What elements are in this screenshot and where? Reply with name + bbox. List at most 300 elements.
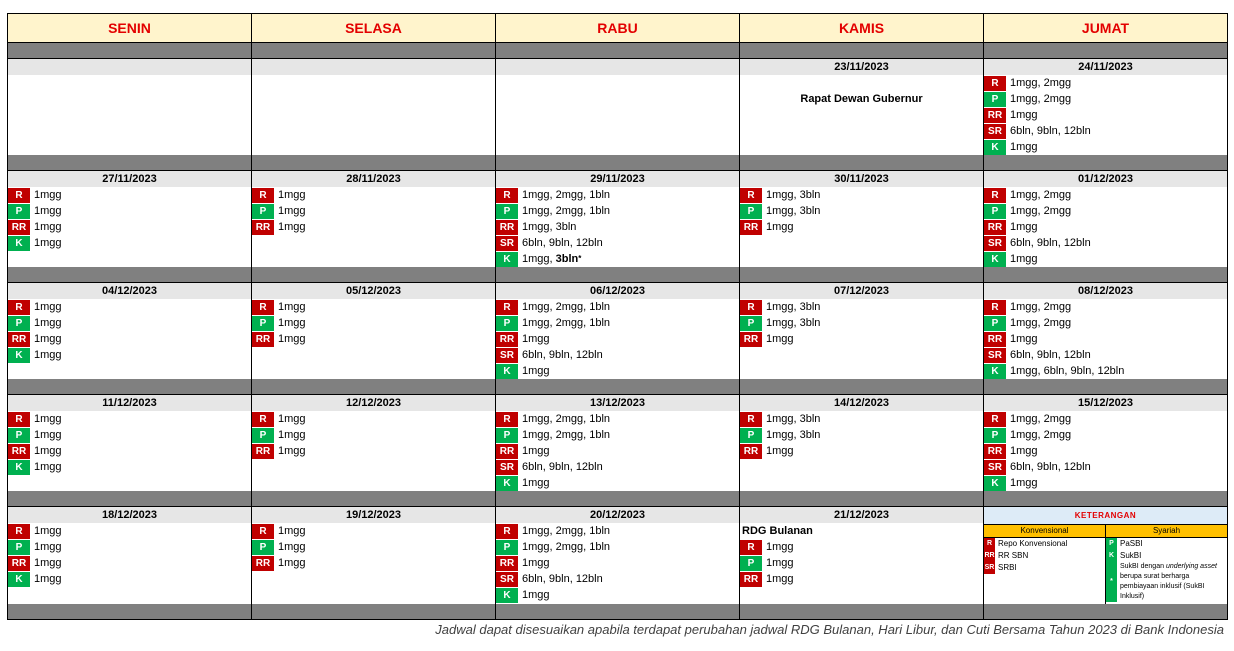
- instrument-badge-k: K: [496, 588, 518, 603]
- tenor-text: 1mgg: [34, 445, 62, 457]
- separator-band: [252, 155, 496, 171]
- day-cell: [740, 283, 984, 380]
- auction-line: [8, 203, 251, 219]
- auction-line: [984, 91, 1227, 107]
- separator-band: [740, 379, 984, 395]
- auction-line: [984, 123, 1227, 139]
- auction-line: [740, 203, 983, 219]
- auction-line: [8, 299, 251, 315]
- day-cell: [496, 171, 740, 268]
- instrument-badge-sr: SR: [984, 124, 1006, 139]
- separator-band: [252, 604, 496, 620]
- separator-band: [984, 155, 1228, 171]
- auction-line: [496, 203, 739, 219]
- date-label: 29/11/2023: [496, 171, 739, 187]
- instrument-badge-r: R: [496, 188, 518, 203]
- instrument-badge-rr: RR: [496, 444, 518, 459]
- separator-band: [496, 491, 740, 507]
- auction-line: [252, 331, 495, 347]
- instrument-badge-rr: RR: [496, 556, 518, 571]
- tenor-text: 1mgg, 2mgg: [1010, 413, 1072, 425]
- tenor-text: 1mgg: [766, 221, 794, 233]
- date-label: 20/12/2023: [496, 507, 739, 523]
- tenor-text: 1mgg, 2mgg, 1bln: [522, 317, 611, 329]
- auction-line: [740, 539, 983, 555]
- separator-band: [8, 491, 252, 507]
- date-label: 27/11/2023: [8, 171, 251, 187]
- tenor-text: 1mgg: [34, 333, 62, 345]
- tenor-text: 1mgg, 3bln: [766, 189, 821, 201]
- auction-line: [984, 203, 1227, 219]
- tenor-text: 1mgg: [34, 205, 62, 217]
- auction-line: [252, 539, 495, 555]
- instrument-badge-k: K: [984, 364, 1006, 379]
- separator-band: [740, 155, 984, 171]
- auction-line: [496, 219, 739, 235]
- tenor-text: 6bln, 9bln, 12bln: [1010, 349, 1091, 361]
- legend-text: SukBI: [1120, 551, 1142, 560]
- date-label: 19/12/2023: [252, 507, 495, 523]
- instrument-badge-p: P: [984, 204, 1006, 219]
- tenor-text: 1mgg: [522, 333, 550, 345]
- tenor-text: 1mgg: [1010, 221, 1038, 233]
- instrument-badge-p: P: [252, 204, 274, 219]
- auction-line: [252, 427, 495, 443]
- tenor-text: 1mgg: [522, 445, 550, 457]
- auction-line: [984, 475, 1227, 491]
- instrument-badge-k: K: [8, 572, 30, 587]
- auction-line: [984, 443, 1227, 459]
- instrument-badge-p: P: [8, 204, 30, 219]
- tenor-text: 1mgg, 2mgg: [1010, 205, 1072, 217]
- instrument-badge-p: P: [252, 540, 274, 555]
- tenor-text: 6bln, 9bln, 12bln: [522, 461, 603, 473]
- day-cell: [252, 59, 496, 156]
- separator-band: [496, 604, 740, 620]
- day-cell: [984, 171, 1228, 268]
- instrument-badge-sr: SR: [496, 460, 518, 475]
- date-label: 06/12/2023: [496, 283, 739, 299]
- auction-line: [496, 539, 739, 555]
- tenor-text: 1mgg: [34, 557, 62, 569]
- auction-line: [496, 363, 739, 379]
- legend-item: [1106, 562, 1227, 602]
- legend-text-italic: underlying asset: [1165, 563, 1217, 570]
- tenor-text: 1mgg: [278, 301, 306, 313]
- tenor-text: 1mgg, 2mgg: [1010, 93, 1072, 105]
- auction-line: [496, 555, 739, 571]
- tenor-text: 1mgg: [1010, 253, 1038, 265]
- separator-band: [984, 43, 1228, 59]
- separator-band: [8, 43, 252, 59]
- footnote: Jadwal dapat disesuaikan apabila terdapat perubahan jadwal RDG Bulanan, Hari Libur, dan Cuti Bersama Tahun 2023 di Bank Indonesia: [435, 622, 1224, 637]
- instrument-badge-p: P: [984, 428, 1006, 443]
- date-label: 14/12/2023: [740, 395, 983, 411]
- day-header-senin: SENIN: [8, 14, 252, 43]
- auction-line: [984, 187, 1227, 203]
- tenor-text: 1mgg: [522, 557, 550, 569]
- tenor-text: 6bln, 9bln, 12bln: [522, 573, 603, 585]
- auction-line: [496, 587, 739, 603]
- auction-line: [8, 523, 251, 539]
- instrument-badge-rr: RR: [984, 108, 1006, 123]
- auction-line: [8, 443, 251, 459]
- auction-line: [496, 187, 739, 203]
- instrument-badge-p: P: [8, 316, 30, 331]
- auction-line: [984, 235, 1227, 251]
- auction-line: [740, 443, 983, 459]
- tenor-text: 1mgg, 3bln: [766, 429, 821, 441]
- day-header-kamis: KAMIS: [740, 14, 984, 43]
- legend-text-part: SukBI dengan: [1120, 563, 1166, 570]
- instrument-badge-rr: RR: [984, 444, 1006, 459]
- separator-band: [984, 491, 1228, 507]
- tenor-text: 6bln, 9bln, 12bln: [1010, 125, 1091, 137]
- tenor-text: 1mgg: [34, 573, 62, 585]
- auction-line: [252, 203, 495, 219]
- tenor-text: 1mgg: [278, 189, 306, 201]
- auction-line: [984, 251, 1227, 267]
- instrument-badge-p: P: [8, 428, 30, 443]
- day-header-jumat: JUMAT: [984, 14, 1228, 43]
- tenor-text: 1mgg: [34, 189, 62, 201]
- separator-band: [496, 379, 740, 395]
- tenor-text: 6bln, 9bln, 12bln: [1010, 461, 1091, 473]
- instrument-badge-p: P: [8, 540, 30, 555]
- tenor-text: 1mgg: [1010, 445, 1038, 457]
- auction-line: [496, 315, 739, 331]
- separator-band: [984, 267, 1228, 283]
- auction-line: [252, 315, 495, 331]
- auction-line: [252, 411, 495, 427]
- auction-line: [740, 411, 983, 427]
- tenor-text: 1mgg: [34, 237, 62, 249]
- legend-konvensional: [984, 524, 1106, 604]
- day-cell: [8, 283, 252, 380]
- tenor-text: 6bln, 9bln, 12bln: [522, 237, 603, 249]
- legend-item: [1106, 550, 1227, 562]
- legend-text: SRBI: [998, 563, 1017, 572]
- tenor-text: 1mgg, 2mgg, 1bln: [522, 541, 611, 553]
- auction-line: [984, 331, 1227, 347]
- day-cell: [8, 507, 252, 605]
- tenor-text: 1mgg: [522, 365, 550, 377]
- instrument-badge-r: R: [984, 188, 1006, 203]
- legend-text: RR SBN: [998, 551, 1029, 560]
- separator-band: [496, 155, 740, 171]
- instrument-badge-p: P: [740, 556, 762, 571]
- instrument-badge-rr: RR: [8, 556, 30, 571]
- tenor-text: 1mgg,: [522, 253, 556, 265]
- instrument-badge-rr: RR: [8, 332, 30, 347]
- instrument-badge-sr: SR: [984, 348, 1006, 363]
- instrument-badge-r: R: [496, 524, 518, 539]
- instrument-badge-p: P: [252, 428, 274, 443]
- instrument-badge-p: P: [496, 428, 518, 443]
- date-label: 12/12/2023: [252, 395, 495, 411]
- day-cell: [740, 171, 984, 268]
- auction-line: [8, 331, 251, 347]
- tenor-text: 1mgg: [766, 333, 794, 345]
- auction-line: [984, 363, 1227, 379]
- auction-line: [740, 219, 983, 235]
- date-label: 30/11/2023: [740, 171, 983, 187]
- instrument-badge-p: P: [740, 204, 762, 219]
- date-label: 13/12/2023: [496, 395, 739, 411]
- tenor-text: 1mgg: [34, 349, 62, 361]
- tenor-text: 1mgg, 6bln, 9bln, 12bln: [1010, 365, 1125, 377]
- date-label: 05/12/2023: [252, 283, 495, 299]
- legend-syariah: [1106, 524, 1227, 604]
- tenor-text: 1mgg: [278, 445, 306, 457]
- auction-line: [496, 347, 739, 363]
- legend-syariah-header: Syariah: [1106, 524, 1227, 538]
- date-label: 08/12/2023: [984, 283, 1227, 299]
- instrument-badge-rr: RR: [252, 220, 274, 235]
- tenor-text: 1mgg, 3bln: [766, 317, 821, 329]
- legend-code: P: [1106, 538, 1117, 550]
- tenor-text: 1mgg, 2mgg, 1bln: [522, 189, 611, 201]
- legend-konvensional-header: Konvensional: [984, 524, 1105, 538]
- separator-band: [8, 604, 252, 620]
- event-label: Rapat Dewan Gubernur: [800, 93, 923, 105]
- separator-band: [252, 379, 496, 395]
- tenor-text: 1mgg: [34, 301, 62, 313]
- separator-band: [984, 604, 1228, 620]
- date-label: 18/12/2023: [8, 507, 251, 523]
- date-label: 04/12/2023: [8, 283, 251, 299]
- legend-code: SR: [984, 562, 995, 574]
- instrument-badge-rr: RR: [8, 220, 30, 235]
- day-cell: [496, 507, 740, 605]
- instrument-badge-k: K: [984, 476, 1006, 491]
- instrument-badge-p: P: [496, 204, 518, 219]
- auction-line: [496, 571, 739, 587]
- tenor-text: 1mgg: [766, 541, 794, 553]
- legend-code: *: [1106, 576, 1117, 588]
- auction-line: [740, 427, 983, 443]
- instrument-badge-r: R: [8, 188, 30, 203]
- legend-item: [984, 562, 1105, 574]
- auction-line: [496, 523, 739, 539]
- tenor-text: 1mgg, 2mgg: [1010, 301, 1072, 313]
- separator-band: [252, 491, 496, 507]
- instrument-badge-p: P: [984, 316, 1006, 331]
- separator-band: [740, 43, 984, 59]
- instrument-badge-r: R: [252, 188, 274, 203]
- date-label: 07/12/2023: [740, 283, 983, 299]
- tenor-text: 1mgg, 2mgg, 1bln: [522, 205, 611, 217]
- instrument-badge-r: R: [252, 524, 274, 539]
- auction-line: [984, 411, 1227, 427]
- date-label: 23/11/2023: [740, 59, 983, 75]
- auction-line: [740, 571, 983, 587]
- instrument-badge-r: R: [8, 300, 30, 315]
- auction-line: [8, 347, 251, 363]
- auction-line: [8, 539, 251, 555]
- date-label: 24/11/2023: [984, 59, 1227, 75]
- day-cell: [252, 395, 496, 492]
- auction-line: [740, 299, 983, 315]
- instrument-badge-k: K: [8, 236, 30, 251]
- separator-band: [984, 379, 1228, 395]
- legend-box: [984, 507, 1227, 604]
- instrument-badge-p: P: [984, 92, 1006, 107]
- auction-line: [252, 187, 495, 203]
- auction-line: [496, 299, 739, 315]
- day-cell: [984, 395, 1228, 492]
- legend-code: R: [984, 538, 995, 550]
- auction-line: [984, 107, 1227, 123]
- tenor-text: 1mgg: [278, 205, 306, 217]
- tenor-text: 6bln, 9bln, 12bln: [522, 349, 603, 361]
- legend-title: KETERANGAN: [984, 507, 1227, 524]
- separator-band: [8, 267, 252, 283]
- auction-line: [8, 459, 251, 475]
- separator-band: [740, 491, 984, 507]
- legend-item: [984, 538, 1105, 550]
- day-cell: [496, 283, 740, 380]
- tenor-text: 1mgg: [522, 477, 550, 489]
- auction-line: [496, 411, 739, 427]
- instrument-badge-rr: RR: [740, 444, 762, 459]
- auction-line: [8, 411, 251, 427]
- instrument-badge-p: P: [496, 540, 518, 555]
- tenor-text: 1mgg, 2mgg: [1010, 317, 1072, 329]
- instrument-badge-k: K: [496, 476, 518, 491]
- auction-line: [984, 347, 1227, 363]
- tenor-text: 1mgg: [278, 413, 306, 425]
- tenor-text: 1mgg: [522, 589, 550, 601]
- day-cell: [496, 395, 740, 492]
- tenor-text: 1mgg, 2mgg: [1010, 77, 1072, 89]
- date-label: 11/12/2023: [8, 395, 251, 411]
- separator-band: [740, 267, 984, 283]
- instrument-badge-rr: RR: [984, 332, 1006, 347]
- auction-line: [252, 523, 495, 539]
- legend-text: PaSBI: [1120, 539, 1143, 548]
- legend-item: [984, 550, 1105, 562]
- separator-band: [8, 155, 252, 171]
- instrument-badge-rr: RR: [252, 332, 274, 347]
- instrument-badge-r: R: [252, 300, 274, 315]
- tenor-text: 1mgg, 2mgg, 1bln: [522, 301, 611, 313]
- day-cell: [252, 507, 496, 605]
- auction-line: [984, 219, 1227, 235]
- separator-band: [496, 43, 740, 59]
- instrument-badge-p: P: [496, 316, 518, 331]
- instrument-badge-p: P: [252, 316, 274, 331]
- tenor-text: 1mgg, 2mgg, 1bln: [522, 525, 611, 537]
- auction-line: [496, 475, 739, 491]
- tenor-text: 1mgg, 2mgg, 1bln: [522, 413, 611, 425]
- auction-line: [8, 571, 251, 587]
- auction-line: [8, 219, 251, 235]
- tenor-text: 1mgg, 3bln: [766, 301, 821, 313]
- day-cell: [984, 283, 1228, 380]
- tenor-text: 1mgg: [34, 461, 62, 473]
- auction-line: [984, 315, 1227, 331]
- tenor-text: 1mgg: [766, 573, 794, 585]
- date-label: 28/11/2023: [252, 171, 495, 187]
- instrument-badge-r: R: [740, 412, 762, 427]
- day-cell: [984, 507, 1228, 605]
- instrument-badge-k: K: [8, 348, 30, 363]
- auction-line: [740, 315, 983, 331]
- legend-text: Repo Konvensional: [998, 539, 1068, 548]
- tenor-text: 1mgg: [766, 557, 794, 569]
- date-label: 01/12/2023: [984, 171, 1227, 187]
- auction-line: [8, 235, 251, 251]
- auction-line: [8, 555, 251, 571]
- tenor-text: 1mgg: [34, 221, 62, 233]
- instrument-badge-sr: SR: [496, 236, 518, 251]
- auction-line: [496, 459, 739, 475]
- tenor-text: 1mgg: [34, 317, 62, 329]
- instrument-badge-rr: RR: [740, 332, 762, 347]
- auction-line: [984, 139, 1227, 155]
- tenor-text: 1mgg: [34, 525, 62, 537]
- separator-band: [8, 379, 252, 395]
- instrument-badge-p: P: [740, 316, 762, 331]
- day-cell: [8, 59, 252, 156]
- separator-band: [496, 267, 740, 283]
- instrument-badge-r: R: [740, 540, 762, 555]
- day-cell: [252, 171, 496, 268]
- instrument-badge-sr: SR: [984, 460, 1006, 475]
- tenor-text: 1mgg: [766, 445, 794, 457]
- tenor-text: 6bln, 9bln, 12bln: [1010, 237, 1091, 249]
- legend-text: [1117, 562, 1227, 602]
- auction-line: [496, 443, 739, 459]
- instrument-badge-k: K: [984, 252, 1006, 267]
- auction-line: [740, 187, 983, 203]
- legend-item: [1106, 538, 1227, 550]
- tenor-text: 1mgg: [278, 525, 306, 537]
- instrument-badge-rr: RR: [496, 220, 518, 235]
- auction-line: [496, 235, 739, 251]
- tenor-text: 1mgg, 3bln: [766, 413, 821, 425]
- auction-line: [252, 299, 495, 315]
- auction-line: [984, 427, 1227, 443]
- tenor-text: 1mgg: [1010, 141, 1038, 153]
- auction-line: K 1mgg, 3bln *: [496, 251, 739, 267]
- auction-line: [984, 459, 1227, 475]
- instrument-badge-sr: SR: [496, 572, 518, 587]
- instrument-badge-r: R: [8, 524, 30, 539]
- tenor-text: 1mgg, 2mgg, 1bln: [522, 429, 611, 441]
- instrument-badge-rr: RR: [984, 220, 1006, 235]
- instrument-badge-r: R: [8, 412, 30, 427]
- auction-line: [984, 75, 1227, 91]
- tenor-text: 1mgg, 3bln: [522, 221, 577, 233]
- separator-band: [252, 267, 496, 283]
- date-label: [8, 59, 251, 75]
- instrument-badge-r: R: [740, 300, 762, 315]
- instrument-badge-sr: SR: [496, 348, 518, 363]
- auction-line: [740, 331, 983, 347]
- instrument-badge-rr: RR: [252, 556, 274, 571]
- legend-code: RR: [984, 550, 995, 562]
- day-cell: [496, 59, 740, 156]
- separator-band: [740, 604, 984, 620]
- auction-line: [8, 427, 251, 443]
- date-label: [252, 59, 495, 75]
- tenor-text: 1mgg: [278, 221, 306, 233]
- instrument-badge-r: R: [984, 300, 1006, 315]
- instrument-badge-r: R: [496, 412, 518, 427]
- day-cell: [740, 507, 984, 605]
